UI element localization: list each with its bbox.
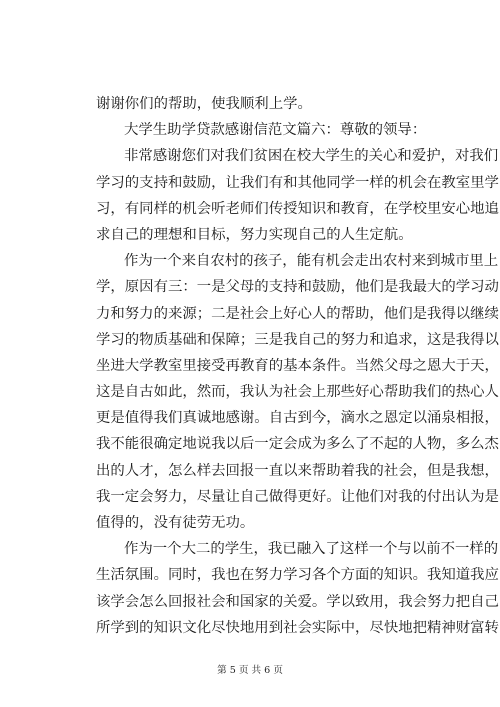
text-line: 学习的支持和鼓励，让我们有和其他同学一样的机会在教室里学 xyxy=(96,174,499,191)
text-line: 习，有同样的机会听老师们传授知识和教育，在学校里安心地追 xyxy=(96,200,499,217)
text-line: 我不能很确定地说我以后一定会成为多么了不起的人物，多么杰 xyxy=(96,436,499,453)
document-body xyxy=(96,91,499,641)
text-line: 出的人才，怎么样去回报一直以来帮助着我的社会，但是我想， xyxy=(96,462,499,479)
text-line: 所学到的知识文化尽快地用到社会实际中，尽快地把精神财富转 xyxy=(96,619,499,636)
text-line: 这是自古如此，然而，我认为社会上那些好心帮助我们的热心人 xyxy=(96,384,499,401)
text-line: 求自己的理想和目标，努力实现自己的人生定航。 xyxy=(96,226,413,243)
text-line: 力和努力的来源；二是社会上好心人的帮助，他们是我得以继续 xyxy=(96,305,499,322)
text-line: 生活氛围。同时，我也在努力学习各个方面的知识。我知道我应 xyxy=(96,567,499,584)
text-line: 该学会怎么回报社会和国家的关爱。学以致用，我会努力把自己 xyxy=(96,593,499,610)
text-line: 我一定会努力，尽量让自己做得更好。让他们对我的付出认为是 xyxy=(96,488,499,505)
text-line: 坐进大学教室里接受再教育的基本条件。当然父母之恩大于天， xyxy=(96,357,499,374)
text-line: 作为一个来自农村的孩子，能有机会走出农村来到城市里上 xyxy=(124,253,499,270)
text-line: 非常感谢您们对我们贫困在校大学生的关心和爱护，对我们 xyxy=(124,148,499,165)
text-line: 作为一个大二的学生，我已融入了这样一个与以前不一样的 xyxy=(124,541,499,558)
text-line: 大学生助学贷款感谢信范文篇六：尊敬的领导： xyxy=(124,122,427,139)
text-line: 学习的物质基础和保障；三是我自己的努力和追求，这是我得以 xyxy=(96,331,499,348)
text-line: 谢谢你们的帮助，使我顺利上学。 xyxy=(96,96,312,112)
text-line: 值得的，没有徒劳无功。 xyxy=(96,515,255,531)
text-line: 更是值得我们真诚地感谢。自古到今，滴水之恩定以涌泉相报， xyxy=(96,410,499,427)
text-line: 学，原因有三：一是父母的支持和鼓励，他们是我最大的学习动 xyxy=(96,279,499,296)
page-footer: 第 5 页 共 6 页 xyxy=(217,665,283,676)
